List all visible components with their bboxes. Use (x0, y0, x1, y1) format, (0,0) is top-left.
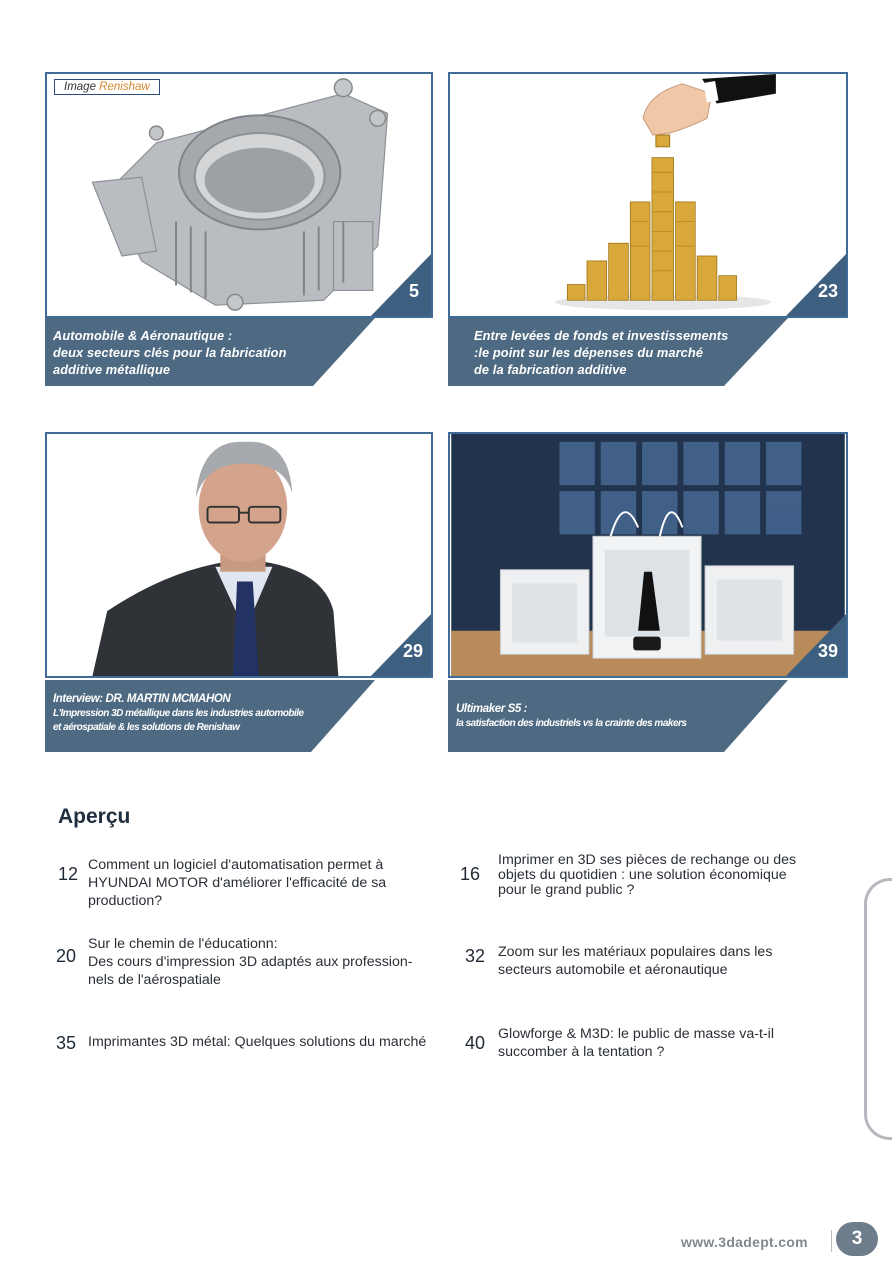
overview-page-number: 20 (56, 946, 77, 966)
overview-page-number: 40 (465, 1033, 486, 1053)
overview-line: Sur le chemin de l'éducationn: (88, 936, 278, 952)
overview-line: pour le grand public ? (498, 882, 635, 898)
overview-page-number: 16 (460, 864, 481, 884)
overview-page-number: 12 (58, 864, 79, 884)
article-banner-interview[interactable] (45, 680, 375, 752)
title-line: L'Impression 3D métallique dans les industries automobile (53, 708, 304, 719)
page-number: 29 (402, 641, 423, 661)
article-title (53, 327, 287, 378)
title-line: additive métallique (53, 362, 171, 377)
overview-item[interactable] (498, 853, 796, 898)
title-line: la satisfaction des industriels vs la crainte des makers (456, 718, 687, 729)
article-banner-ultimaker[interactable] (448, 680, 788, 752)
page-corner (784, 612, 848, 678)
overview-line: Imprimer en 3D ses pièces de rechange ou des (498, 852, 797, 868)
overview-line: Imprimantes 3D métal: Quelques solutions du marché (88, 1034, 427, 1050)
overview-item[interactable] (88, 1033, 426, 1051)
overview-line: Glowforge & M3D: le public de masse va-t-il (498, 1026, 774, 1042)
article-banner-investments[interactable] (448, 318, 788, 386)
page-number: 23 (817, 281, 838, 301)
footer-url-link[interactable]: www.3dadept.com (681, 1234, 808, 1250)
footer-divider (831, 1230, 832, 1252)
article-card-interview[interactable] (45, 432, 433, 678)
title-line: de la fabrication additive (474, 362, 627, 377)
overview-line: HYUNDAI MOTOR d'améliorer l'efficacité de sa (88, 875, 387, 891)
side-tab-decoration (864, 878, 892, 1140)
credit-brand: Renishaw (99, 81, 150, 93)
overview-page-number: 35 (56, 1033, 77, 1053)
overview-item[interactable] (88, 856, 386, 910)
article-title (456, 702, 686, 731)
article-title (474, 327, 728, 378)
title-line: Automobile & Aéronautique : (53, 328, 233, 343)
article-banner-automobile[interactable] (45, 318, 375, 386)
overview-line: succomber à la tentation ? (498, 1044, 665, 1060)
article-card-automobile[interactable] (45, 72, 433, 318)
title-line: deux secteurs clés pour la fabrication (53, 345, 287, 360)
overview-line: Des cours d'impression 3D adaptés aux profession- (88, 954, 413, 970)
title-main: Interview: DR. MARTIN MCMAHON (53, 693, 231, 705)
overview-item[interactable] (498, 1025, 774, 1061)
credit-label: Image (64, 81, 96, 93)
title-main: Ultimaker S5 : (456, 703, 528, 715)
page-number-badge: 3 (836, 1222, 878, 1256)
overview-line: production? (88, 893, 163, 909)
title-line: et aérospatiale & les solutions de Renishaw (53, 722, 240, 733)
article-card-ultimaker[interactable] (448, 432, 848, 678)
page-number: 39 (817, 641, 838, 661)
overview-line: nels de l'aérospatiale (88, 972, 221, 988)
title-line: Entre levées de fonds et investissements (474, 328, 729, 343)
overview-heading: Aperçu (58, 805, 131, 828)
article-card-investments[interactable] (448, 72, 848, 318)
overview-line: secteurs automobile et aéronautique (498, 962, 728, 978)
overview-line: Zoom sur les matériaux populaires dans les (498, 944, 773, 960)
overview-line: objets du quotidien : une solution économique (498, 867, 787, 883)
title-line: :le point sur les dépenses du marché (474, 345, 704, 360)
page-number: 5 (408, 281, 419, 301)
article-title (53, 692, 304, 735)
page-corner (369, 252, 433, 318)
overview-line: Comment un logiciel d'automatisation permet à (88, 857, 384, 873)
page-corner (784, 252, 848, 318)
overview-item[interactable] (88, 935, 412, 989)
image-credit (54, 79, 160, 95)
overview-page-number: 32 (465, 946, 486, 966)
overview-item[interactable] (498, 943, 772, 979)
page-corner (369, 612, 433, 678)
